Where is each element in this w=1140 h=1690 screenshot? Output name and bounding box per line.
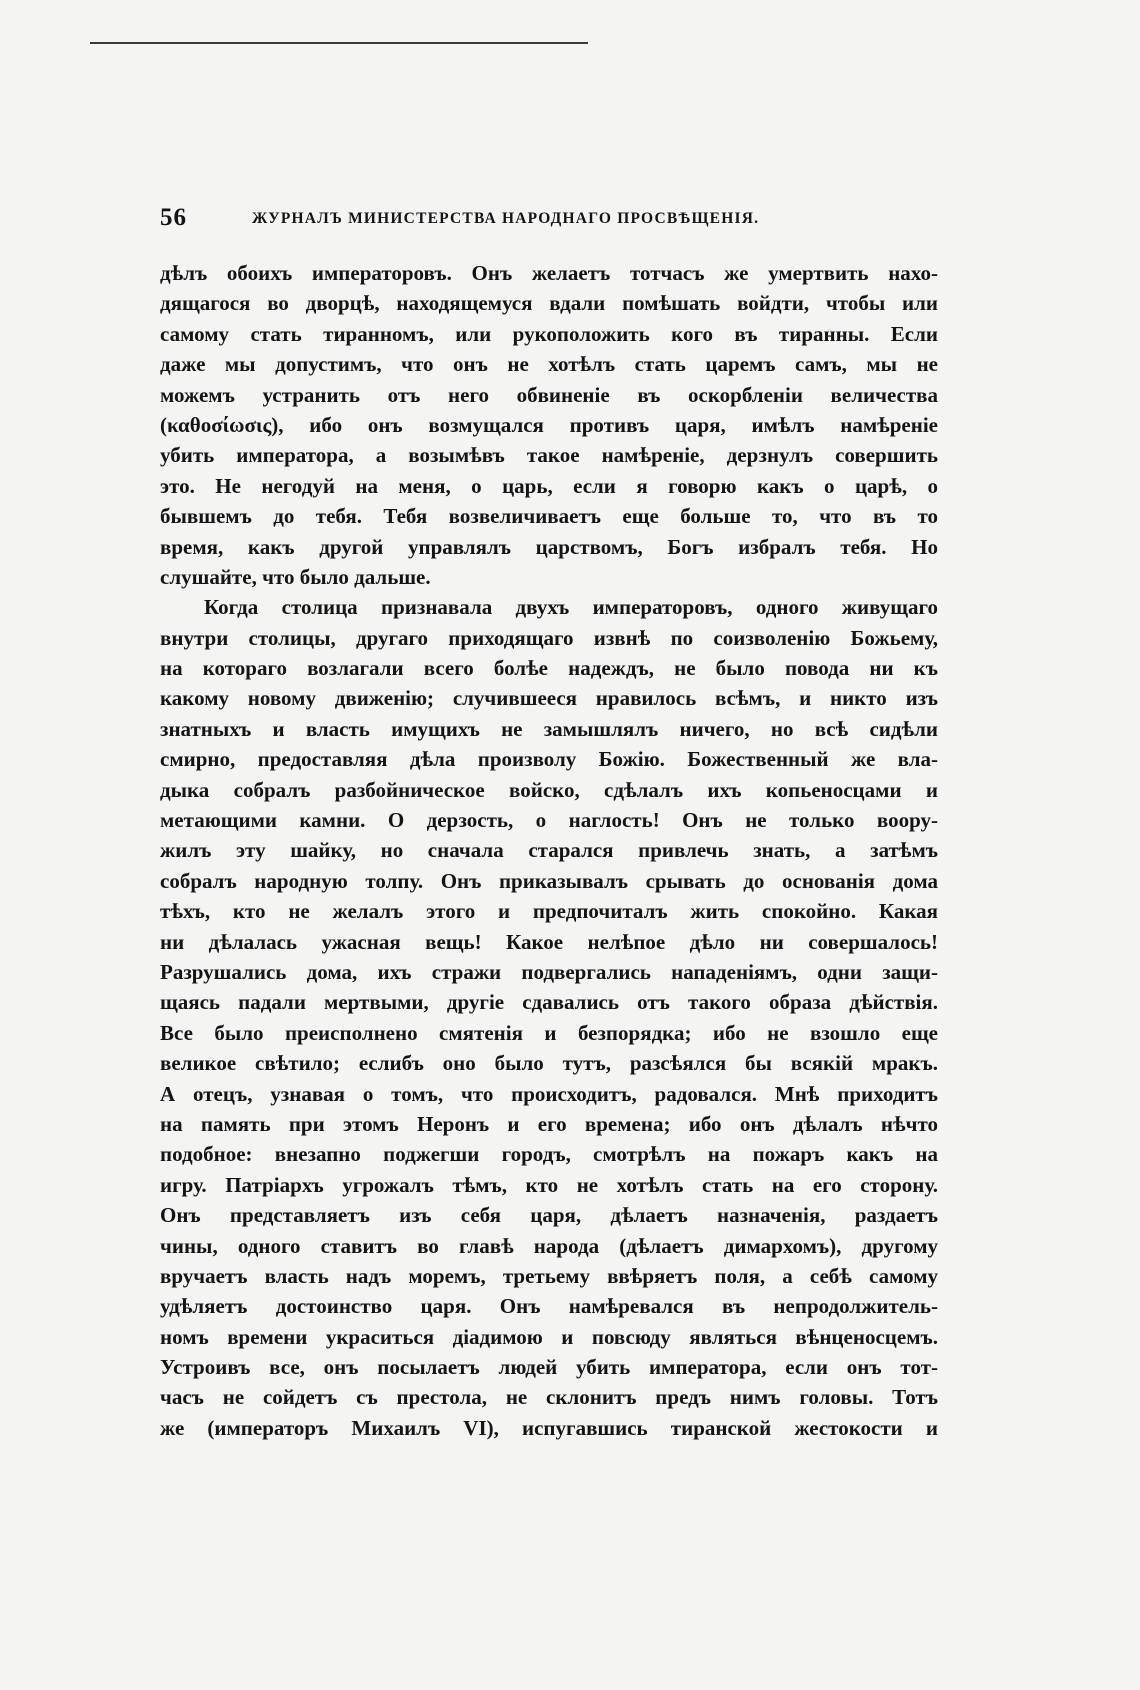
page-number: 56 (160, 204, 187, 231)
text-line: на котораго возлагали всего болѣе надеждъ, не было повода ни къ (160, 656, 938, 681)
text-line: Когда столица признавала двухъ императоровъ, одного живущаго (204, 595, 938, 620)
page-header (160, 204, 938, 236)
text-line: время, какъ другой управлялъ царствомъ, Богъ избралъ тебя. Но (160, 534, 938, 559)
text-line: на память при этомъ Неронъ и его времена; ибо онъ дѣлалъ нѣчто (160, 1111, 938, 1136)
text-line: игру. Патріархъ угрожалъ тѣмъ, кто не хотѣлъ стать на его сторону. (160, 1172, 938, 1197)
text-line: знатныхъ и власть имущихъ не замышлялъ ничего, но всѣ сидѣли (160, 716, 938, 741)
paragraph-1 (160, 258, 938, 592)
text-line: это. Не негодуй на меня, о царь, если я говорю какъ о царѣ, о (160, 473, 938, 498)
text-line: жилъ эту шайку, но сначала старался привлечь знать, а затѣмъ (160, 838, 938, 863)
text-line: вручаетъ власть надъ моремъ, третьему ввѣряетъ поля, а себѣ самому (160, 1263, 938, 1288)
text-line: ни дѣлалась ужасная вещь! Какое нелѣпое дѣло ни совершалось! (160, 929, 938, 954)
text-line: бывшемъ до тебя. Тебя возвеличиваетъ еще больше то, что въ то (160, 504, 938, 529)
text-body (160, 258, 938, 1443)
text-line: великое свѣтило; еслибъ оно было тутъ, разсѣялся бы всякій мракъ. (160, 1051, 938, 1076)
text-line: тѣхъ, кто не желалъ этого и предпочиталъ жить спокойно. Какая (160, 899, 938, 924)
text-line: можемъ устранить отъ него обвиненіе въ оскорбленіи величества (160, 382, 938, 407)
text-line: Онъ представляетъ изъ себя царя, дѣлаетъ назначенія, раздаетъ (160, 1203, 938, 1228)
paragraph-2 (160, 592, 938, 1443)
text-line: чины, одного ставитъ во главѣ народа (дѣлаетъ димархомъ), другому (160, 1233, 938, 1258)
text-line: метающими камни. О дерзость, о наглость! Онъ не только воору- (160, 808, 938, 833)
text-line: самому стать тиранномъ, или рукоположить кого въ тиранны. Если (160, 321, 938, 346)
text-line: часъ не сойдетъ съ престола, не склонитъ предъ нимъ головы. Тотъ (160, 1385, 938, 1410)
text-line: удѣляетъ достоинство царя. Онъ намѣревался въ непродолжитель- (160, 1294, 938, 1319)
text-line: дящагося во дворцѣ, находящемуся вдали помѣшать войдти, чтобы или (160, 291, 938, 316)
text-line: слушайте, что было дальше. (160, 564, 431, 589)
top-rule (90, 42, 588, 44)
text-line: дѣлъ обоихъ императоровъ. Онъ желаетъ тотчасъ же умертвить нахо- (160, 261, 938, 285)
text-line: Устроивъ все, онъ посылаетъ людей убить императора, если онъ тот- (160, 1355, 938, 1380)
text-line: номъ времени украситься діадимою и повсюду являться вѣнценосцемъ. (160, 1324, 938, 1349)
text-line: подобное: внезапно поджегши городъ, смотрѣлъ на пожаръ какъ на (160, 1142, 938, 1167)
text-line: даже мы допустимъ, что онъ не хотѣлъ стать царемъ самъ, мы не (160, 352, 938, 377)
text-line: же (императоръ Михаилъ VI), испугавшись тиранской жестокости и (160, 1415, 938, 1440)
text-line: собралъ народную толпу. Онъ приказывалъ срывать до основанія дома (160, 868, 938, 893)
text-line: смирно, предоставляя дѣла произволу Божію. Божественный же вла- (160, 747, 938, 772)
text-line: внутри столицы, другаго приходящаго извнѣ по соизволенію Божьему, (160, 625, 938, 650)
text-line: Разрушались дома, ихъ стражи подвергались нападеніямъ, одни защи- (160, 959, 938, 984)
text-line: какому новому движенію; случившееся нравилось всѣмъ, и никто изъ (160, 686, 938, 711)
text-line: А отецъ, узнавая о томъ, что происходитъ, радовался. Мнѣ приходитъ (160, 1081, 938, 1106)
text-line: Все было преисполнено смятенія и безпорядка; ибо не взошло еще (160, 1020, 938, 1045)
text-line: щаясь падали мертвыми, другіе сдавались отъ такого образа дѣйствія. (160, 990, 938, 1015)
running-title: ЖУРНАЛЪ МИНИСТЕРСТВА НАРОДНАГО ПРОСВѢЩЕНІЯ. (252, 210, 760, 227)
text-line: (καθοσίωσις), ибо онъ возмущался противъ царя, имѣлъ намѣреніе (160, 412, 938, 437)
text-line: убить императора, а возымѣвъ такое намѣреніе, дерзнулъ совершить (160, 443, 938, 468)
text-line: дыка собралъ разбойническое войско, сдѣлалъ ихъ копьеносцами и (160, 777, 938, 802)
